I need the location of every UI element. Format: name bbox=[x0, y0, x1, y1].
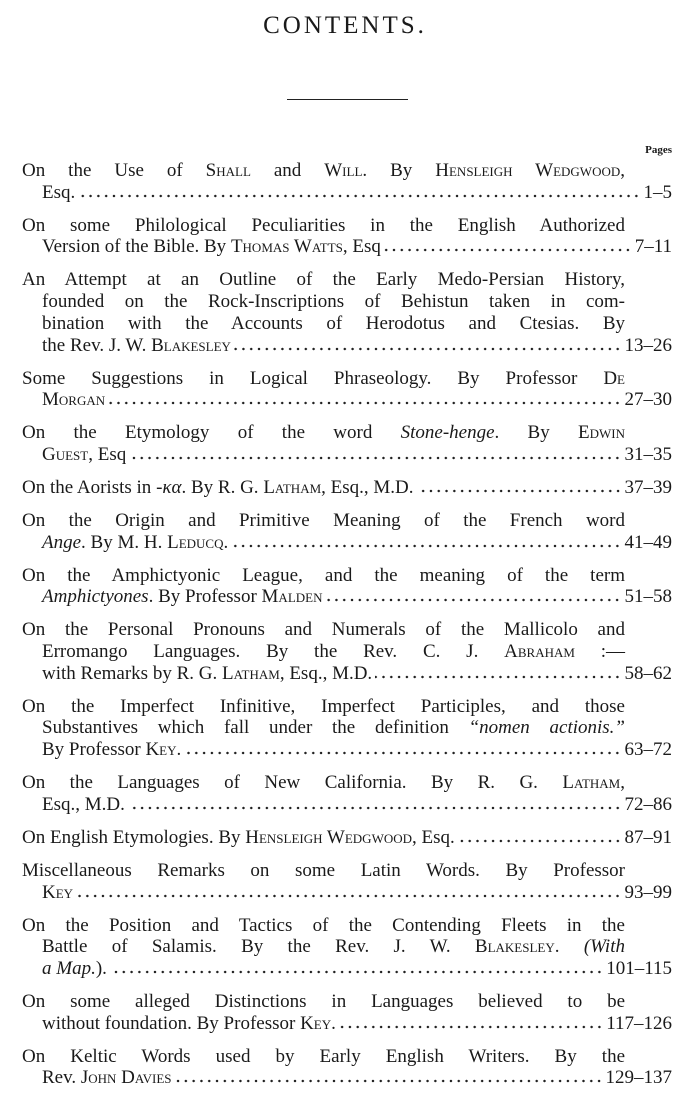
italic-term: Ange bbox=[42, 531, 82, 553]
toc-entry-text bbox=[42, 444, 126, 466]
toc-entry[interactable] bbox=[22, 422, 672, 465]
entry-text: :— bbox=[574, 641, 625, 663]
page-range: 129–137 bbox=[605, 1067, 672, 1089]
toc-entry[interactable] bbox=[22, 565, 672, 608]
toc-entry[interactable] bbox=[22, 1046, 672, 1089]
dot-leader bbox=[458, 837, 622, 843]
toc-entry-line bbox=[22, 1046, 625, 1068]
toc-entry-text bbox=[42, 794, 125, 816]
toc-entry-line bbox=[22, 215, 625, 237]
toc-entry[interactable] bbox=[22, 215, 672, 258]
entry-text: Substantives which fall under the definition bbox=[42, 717, 469, 739]
entry-text: Some Suggestions in Logical Phraseology. By Professor bbox=[22, 367, 604, 389]
page-range: 87–91 bbox=[624, 826, 672, 848]
entry-text: On the Position and Tactics of the Contending Fleets in the bbox=[22, 914, 625, 936]
entry-text: Erromango Languages. By the Rev. C. J. bbox=[42, 641, 505, 663]
entry-text: founded on the Rock-Inscriptions of Behistun taken in com- bbox=[42, 291, 625, 313]
dot-leader bbox=[231, 542, 621, 548]
dot-leader bbox=[108, 399, 621, 405]
entry-text: On the Use of bbox=[22, 160, 206, 181]
toc-entry-line bbox=[22, 586, 672, 608]
toc-entry-line bbox=[22, 827, 672, 849]
entry-text: . bbox=[223, 531, 229, 553]
entry-text: . bbox=[176, 739, 182, 761]
toc-entry-line bbox=[22, 389, 672, 411]
entry-text: , Esq bbox=[88, 443, 127, 465]
dot-leader bbox=[417, 487, 622, 493]
toc-entry-line bbox=[22, 510, 625, 532]
toc-entry-line bbox=[22, 772, 625, 794]
italic-term: “nomen actionis.” bbox=[468, 717, 625, 739]
toc-entry-text bbox=[42, 182, 75, 204]
italic-term: -κα bbox=[156, 476, 182, 498]
author-name: John Davies bbox=[80, 1067, 172, 1089]
entry-text: On some Philological Peculiarities in the English Authorized bbox=[22, 214, 625, 236]
toc-entry[interactable] bbox=[22, 915, 672, 980]
toc-entry[interactable] bbox=[22, 510, 672, 553]
page-range: 51–58 bbox=[624, 586, 672, 608]
author-name: Malden bbox=[261, 586, 323, 608]
toc-entry-line bbox=[22, 182, 672, 204]
dot-leader bbox=[110, 968, 603, 974]
toc-entry[interactable] bbox=[22, 269, 672, 356]
toc-entry-line bbox=[22, 882, 672, 904]
author-name: Key bbox=[300, 1012, 332, 1034]
author-name: Latham bbox=[562, 772, 621, 794]
entry-text: . By Professor bbox=[148, 586, 262, 608]
toc-entry-text bbox=[42, 958, 107, 980]
toc-entry-text bbox=[22, 827, 455, 849]
entry-text: . By bbox=[362, 160, 436, 181]
toc-entry-line bbox=[22, 663, 672, 685]
toc-entry-text bbox=[42, 1013, 336, 1035]
entry-text: , bbox=[620, 772, 625, 794]
page-range: 1–5 bbox=[643, 181, 672, 203]
author-name: Edwin bbox=[578, 422, 625, 444]
entry-text: , Esq. bbox=[412, 826, 455, 848]
page-range: 58–62 bbox=[624, 662, 672, 684]
toc-entry-line bbox=[22, 696, 625, 718]
entry-text: On Keltic Words used by Early English Writers. By the bbox=[22, 1045, 625, 1067]
toc-entry-text bbox=[42, 663, 372, 685]
entry-text: Miscellaneous Remarks on some Latin Words. By Professor bbox=[22, 859, 625, 881]
entry-text: On the Etymology of the word bbox=[22, 422, 401, 444]
toc-entry-line bbox=[22, 335, 672, 357]
toc-entry-line bbox=[22, 532, 672, 554]
page-title: CONTENTS. bbox=[263, 12, 427, 39]
entry-text: On the Languages of New California. By R. G. bbox=[22, 772, 563, 794]
toc-entry-line bbox=[22, 739, 672, 761]
italic-term: (With bbox=[583, 936, 625, 958]
toc-entry-text bbox=[42, 335, 231, 357]
toc-entry-line bbox=[22, 936, 625, 958]
page-range: 7–11 bbox=[634, 236, 672, 258]
entry-text: On the Amphictyonic League, and the meaning of the term bbox=[22, 564, 625, 586]
toc-entry[interactable] bbox=[22, 619, 672, 684]
toc-entry[interactable] bbox=[22, 477, 672, 499]
dot-leader bbox=[325, 596, 621, 602]
italic-term: a Map. bbox=[42, 957, 96, 979]
toc-entry-line bbox=[22, 860, 625, 882]
author-name: Will bbox=[324, 160, 363, 181]
table-of-contents bbox=[22, 160, 672, 1100]
toc-entry-text bbox=[42, 389, 105, 411]
toc-entry[interactable] bbox=[22, 860, 672, 903]
entry-text: . bbox=[554, 936, 584, 958]
toc-entry-line bbox=[22, 236, 672, 258]
entry-text: bination with the Accounts of Herodotus and Ctesias. By bbox=[42, 312, 625, 334]
page-range: 117–126 bbox=[606, 1012, 672, 1034]
toc-entry[interactable] bbox=[22, 991, 672, 1034]
italic-term: Amphictyones bbox=[42, 586, 149, 608]
toc-entry-text bbox=[42, 1067, 172, 1089]
author-name: Blakesley bbox=[474, 936, 555, 958]
toc-entry[interactable] bbox=[22, 696, 672, 761]
toc-entry[interactable] bbox=[22, 160, 672, 203]
toc-entry-line bbox=[22, 422, 625, 444]
author-name: Morgan bbox=[42, 389, 106, 411]
dot-leader bbox=[234, 345, 622, 351]
dot-leader bbox=[384, 246, 632, 252]
entry-text: . By M. H. bbox=[81, 531, 168, 553]
pages-column-heading: Pages bbox=[645, 144, 672, 156]
toc-entry-line bbox=[22, 717, 625, 739]
toc-entry-text bbox=[42, 532, 228, 554]
dot-leader bbox=[76, 892, 621, 898]
entry-text: , bbox=[620, 160, 625, 181]
page-range: 13–26 bbox=[624, 334, 672, 356]
toc-entry-line bbox=[22, 641, 625, 663]
toc-entry-line bbox=[22, 313, 625, 335]
toc-entry-text bbox=[42, 882, 73, 904]
entry-text: without foundation. By Professor bbox=[42, 1012, 301, 1034]
entry-text: An Attempt at an Outline of the Early Medo-Persian History, bbox=[22, 269, 625, 291]
author-name: Abraham bbox=[504, 641, 575, 663]
toc-entry-line bbox=[22, 291, 625, 313]
page-range: 37–39 bbox=[624, 476, 672, 498]
entry-text: and bbox=[250, 160, 325, 181]
toc-entry-line bbox=[22, 269, 625, 291]
author-name: Thomas Watts bbox=[230, 236, 343, 258]
entry-text: , Esq., M.D. bbox=[321, 476, 414, 498]
toc-entry[interactable] bbox=[22, 368, 672, 411]
toc-entry-line bbox=[22, 160, 625, 182]
toc-entry-text bbox=[22, 477, 414, 499]
entry-text: On the Imperfect Infinitive, Imperfect Participles, and those bbox=[22, 695, 625, 717]
toc-entry-line bbox=[22, 991, 625, 1013]
page-range: 31–35 bbox=[624, 443, 672, 465]
toc-entry-line bbox=[22, 444, 672, 466]
toc-entry-line bbox=[22, 565, 625, 587]
author-name: Hensleigh Wedgwood bbox=[245, 826, 413, 848]
page-range: 93–99 bbox=[624, 881, 672, 903]
page-range: 41–49 bbox=[624, 531, 672, 553]
dot-leader bbox=[184, 749, 621, 755]
entry-text: the Rev. J. W. bbox=[42, 334, 152, 356]
entry-text: Rev. bbox=[42, 1067, 81, 1089]
dot-leader bbox=[375, 673, 621, 679]
entry-text: On the Origin and Primitive Meaning of the French word bbox=[22, 509, 625, 531]
toc-entry-line bbox=[22, 1067, 672, 1089]
dot-leader bbox=[129, 454, 621, 460]
toc-entry-line bbox=[22, 477, 672, 499]
author-name: Leducq bbox=[167, 531, 224, 553]
entry-text: Battle of Salamis. By the Rev. J. W. bbox=[42, 936, 475, 958]
toc-entry-line bbox=[22, 915, 625, 937]
toc-entry-line bbox=[22, 794, 672, 816]
toc-entry-text bbox=[42, 739, 181, 761]
entry-text: On the Personal Pronouns and Numerals of the Mallicolo and bbox=[22, 619, 625, 641]
dot-leader bbox=[175, 1077, 603, 1083]
entry-text: with Remarks by R. G. bbox=[42, 662, 222, 684]
entry-text: . By bbox=[494, 422, 579, 444]
dot-leader bbox=[339, 1023, 603, 1029]
toc-entry-line bbox=[22, 619, 625, 641]
author-name: Hensleigh Wedgwood bbox=[435, 160, 621, 181]
entry-text: Esq., M.D. bbox=[42, 793, 125, 815]
toc-entry-text bbox=[42, 586, 322, 608]
entry-text: By Professor bbox=[42, 739, 146, 761]
page-range: 72–86 bbox=[624, 793, 672, 815]
dot-leader bbox=[78, 192, 640, 198]
author-name: Guest bbox=[42, 443, 89, 465]
toc-entry-line bbox=[22, 1013, 672, 1035]
page-range: 63–72 bbox=[624, 739, 672, 761]
author-name: Key bbox=[42, 881, 74, 903]
author-name: Key bbox=[145, 739, 177, 761]
dot-leader bbox=[128, 804, 622, 810]
toc-entry-text bbox=[42, 236, 381, 258]
entry-text: Esq. bbox=[42, 181, 76, 203]
page-range: 27–30 bbox=[624, 389, 672, 411]
entry-text: , Esq., M.D. bbox=[279, 662, 373, 684]
entry-text: . By R. G. bbox=[181, 476, 264, 498]
entry-text: Version of the Bible. By bbox=[42, 236, 231, 258]
title-divider bbox=[287, 99, 408, 100]
toc-entry[interactable] bbox=[22, 827, 672, 849]
toc-entry-line bbox=[22, 958, 672, 980]
entry-text: ). bbox=[95, 957, 107, 979]
italic-term: Stone-henge bbox=[400, 422, 495, 444]
author-name: De bbox=[603, 367, 625, 389]
author-name: Shall bbox=[205, 160, 251, 181]
author-name: Latham bbox=[221, 662, 280, 684]
entry-text: On the Aorists in bbox=[22, 476, 157, 498]
entry-text: , Esq bbox=[342, 236, 381, 258]
entry-text: On some alleged Distinctions in Languages believed to be bbox=[22, 990, 625, 1012]
page-range: 101–115 bbox=[606, 957, 672, 979]
entry-text: . bbox=[331, 1012, 336, 1034]
toc-entry-line bbox=[22, 368, 625, 390]
author-name: Latham bbox=[263, 476, 322, 498]
author-name: Blakesley bbox=[151, 334, 231, 356]
entry-text: On English Etymologies. By bbox=[22, 826, 246, 848]
toc-entry[interactable] bbox=[22, 772, 672, 815]
